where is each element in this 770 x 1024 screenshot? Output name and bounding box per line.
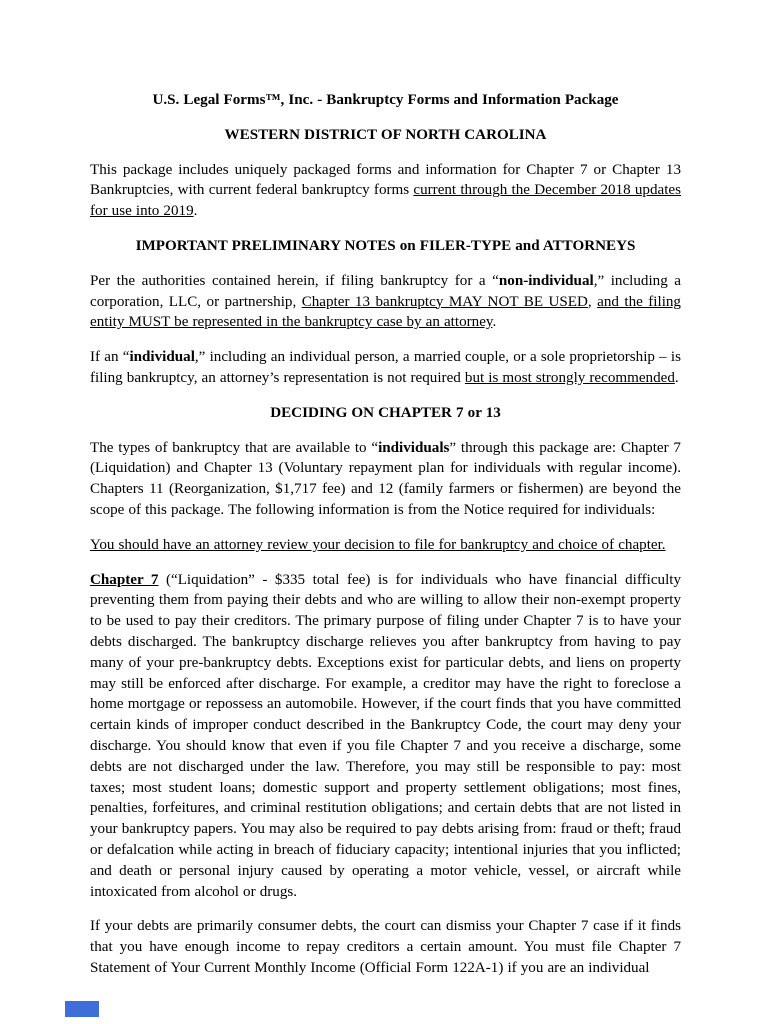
document-body <box>90 90 681 993</box>
paragraph <box>90 570 681 903</box>
paragraph <box>90 347 681 389</box>
text-run: but is most strongly recommended <box>464 369 675 386</box>
text-run: You should have an attorney review your decision to file for bankruptcy and choice of chapter. <box>90 536 666 553</box>
blue-field-marker[interactable] <box>65 1001 99 1017</box>
paragraph <box>90 916 681 978</box>
document-heading <box>90 403 681 424</box>
text-run: If your debts are primarily consumer debts, the court can dismiss your Chapter 7 case if it finds that you have enough income to repay creditors a certain amount. You must file Chapter 7 Statement of Your Current Monthly Income (Official Form 122A-1) if you are an individual <box>90 918 681 976</box>
paragraph <box>90 271 681 333</box>
text-run: DECIDING ON CHAPTER 7 or 13 <box>270 404 501 421</box>
paragraph <box>90 438 681 521</box>
text-run: This package includes uniquely packaged forms and information for Chapter 7 or Chapter 13 Bankruptcies, with current federal bankruptcy forms <box>90 161 681 199</box>
text-run: . <box>674 369 679 386</box>
text-run: ,” including an individual person, a married couple, or a sole proprietorship – is filing bankruptcy, an attorney’s representation is not required <box>90 349 681 386</box>
text-run: current through the December 2018 updates for use into 2019 <box>90 182 681 220</box>
text-run: . <box>492 314 497 331</box>
text-run: If an “ <box>90 349 130 366</box>
document-title <box>90 125 681 146</box>
text-run: WESTERN DISTRICT OF NORTH CAROLINA <box>224 126 547 143</box>
document-heading <box>90 236 681 257</box>
text-run: and the filing entity MUST be represented in the bankruptcy case by an attorney <box>90 293 681 331</box>
text-run: Chapter 13 bankruptcy MAY NOT BE USED <box>301 293 588 310</box>
paragraph <box>90 160 681 222</box>
text-run: non-individual <box>498 272 594 289</box>
text-run: Per the authorities contained herein, if filing bankruptcy for a “ <box>90 272 499 289</box>
text-run: individuals <box>378 439 450 456</box>
text-run: U.S. Legal Forms™, Inc. - Bankruptcy Forms and Information Package <box>152 92 619 108</box>
text-run: . <box>193 203 198 220</box>
text-run: , <box>587 293 598 310</box>
text-run: individual <box>129 349 195 366</box>
text-run: ,” including a corporation, LLC, or partnership, <box>90 272 681 310</box>
document-title <box>90 90 681 111</box>
text-run: (“Liquidation” - $335 total fee) is for individuals who have financial difficulty preventing them from paying their debts and who are willing to allow their non-exempt property to be used to pay their creditors. The primary purpose of filing under Chapter 7 is to have your debts discharged. The bankruptcy discharge relieves you after bankruptcy from having to pay many of your pre-bankruptcy debts. Exceptions exist for particular debts, and liens on property may still be enforced after discharge. For example, a creditor may have the right to foreclose a home mortgage or repossess an automobile. However, if the court finds that you have committed certain kinds of improper conduct described in the Bankruptcy Code, the court may deny your discharge. You should know that even if you file Chapter 7 and you receive a discharge, some debts are not discharged under the law. Therefore, you may still be responsible to pay: most taxes; most student loans; domestic support and property settlement obligations; most fines, penalties, forfeitures, and criminal restitution obligations; and certain debts that are not listed in your bankruptcy papers. You may also be required to pay debts arising from: fraud or theft; fraud or defalcation while acting in breach of fiduciary capacity; intentional injuries that you inflicted; and death or personal injury caused by operating a motor vehicle, vessel, or aircraft while intoxicated from alcohol or drugs. <box>90 571 681 900</box>
text-run: ” through this package are: Chapter 7 (Liquidation) and Chapter 13 (Voluntary repayment plan for individuals with regular income). Chapters 11 (Reorganization, $1,717 fee) and 12 (family farmers or fishermen) are beyond the scope of this package. The following information is from the Notice required for individuals: <box>90 439 681 518</box>
text-run: IMPORTANT PRELIMINARY NOTES on FILER-TYPE and ATTORNEYS <box>135 237 636 254</box>
paragraph <box>90 535 681 556</box>
text-run: The types of bankruptcy that are available to “ <box>90 439 379 456</box>
text-run: Chapter 7 <box>90 571 159 588</box>
